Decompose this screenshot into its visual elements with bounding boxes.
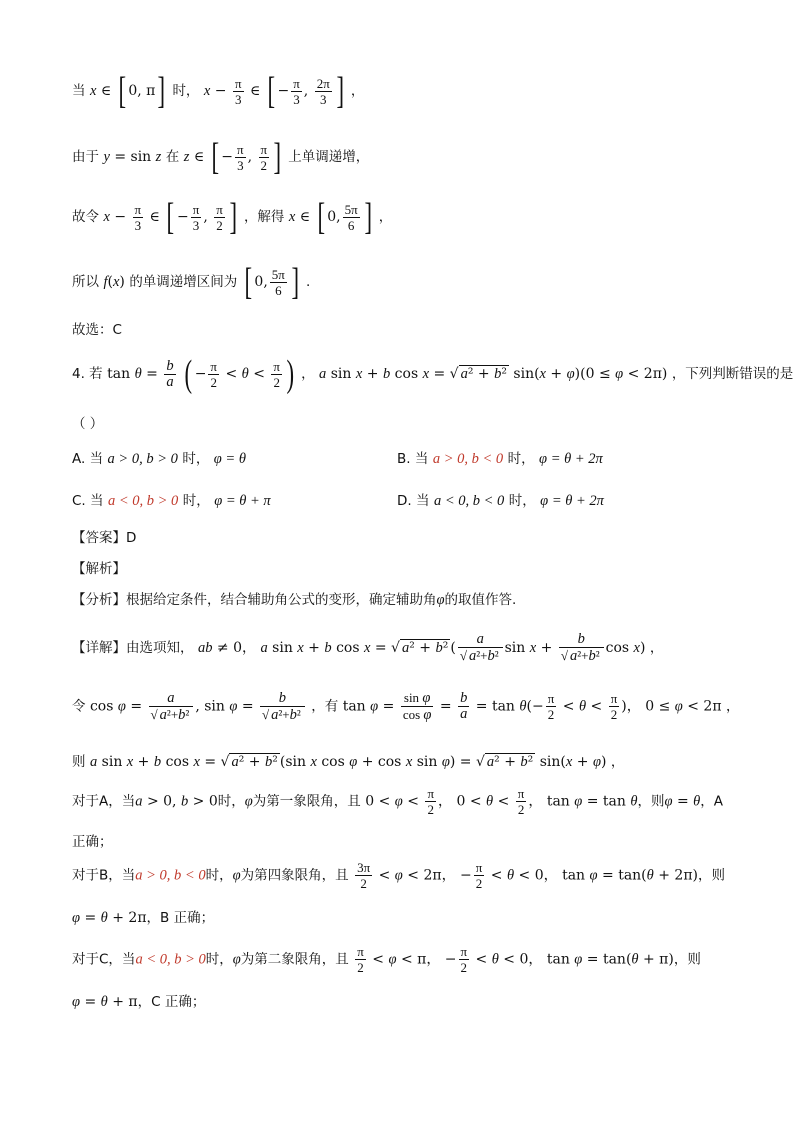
line-4: 所以 f(x) 的单调递增区间为 [ 0, $\frac{5\pi}{6}$ ] . bbox=[72, 261, 311, 303]
line-1: 当 x ∈ [ 0, π] 时， x − $\frac{\pi}{3}$ ∈ [ − $\frac{\pi}{3}$ , $\frac{2\pi}{3}$ ] ， bbox=[72, 70, 365, 112]
answer-choice: 故选：C bbox=[72, 322, 122, 338]
fenxi-line: 【分析】根据给定条件，结合辅助角公式的变形，确定辅助角φ的取值作答. bbox=[72, 592, 517, 608]
analysis-label: 【解析】 bbox=[72, 561, 126, 577]
question-4: 4. 若 tan θ = $\frac{b}{a}$ ( − $\frac{\pi}{2}$ < θ < $\frac{\pi}{2}$ ) ， a sin x + b cos x = √ a² + b² sin(x + φ)(0 ≤ φ < 2π) ，下列判断错误的是 bbox=[72, 353, 794, 395]
option-a: A. 当 a > 0, b > 0 时， φ = θ bbox=[72, 451, 246, 467]
detail-b-line2: φ = θ + 2π，B 正确； bbox=[72, 910, 215, 926]
ling-line: 令 cos φ = $\frac{a}{\text{√ a²+b²}}$ , sin φ = $\frac{b}{\text{√ a²+b²}}$ ，有 tan φ = $\frac{\text{sin φ}}{\text{cos φ}}$ = $\frac{b}{a}$ = tan θ(− $\frac{\pi}{2}$ < θ < $\frac{\pi}{2}$ )， 0 ≤ φ < 2π ， bbox=[72, 689, 740, 723]
detail-a: 对于A，当a > 0, b > 0时，φ为第一象限角，且 0 < φ < $\frac{\pi}{2}$ ， 0 < θ < $\frac{\pi}{2}$ ， tan φ = tan θ，则φ = θ，A bbox=[72, 786, 724, 817]
detail-c-line2: φ = θ + π，C 正确； bbox=[72, 994, 206, 1010]
question-4-paren: （ ） bbox=[72, 416, 104, 432]
line-2: 由于 y = sin z 在 z ∈ [ − $\frac{\pi}{3}$ , $\frac{\pi}{2}$ ] 上单调递增， bbox=[72, 136, 370, 178]
option-d: D. 当 a < 0, b < 0 时， φ = θ + 2π bbox=[397, 493, 604, 509]
line-3: 故令 x − $\frac{\pi}{3}$ ∈ [ − $\frac{\pi}{3}$ , $\frac{\pi}{2}$ ] ，解得 x ∈ [ 0, $\frac{5\pi}{6}$ ] ， bbox=[72, 196, 393, 238]
detail-c: 对于C，当a < 0, b > 0时，φ为第二象限角，且 $\frac{\pi}{2}$ < φ < π， − $\frac{\pi}{2}$ < θ < 0， tan φ = tan(θ + π)，则 bbox=[72, 944, 701, 975]
option-b: B. 当 a > 0, b < 0 时， φ = θ + 2π bbox=[397, 451, 603, 467]
ze-line: 则 a sin x + b cos x = √ a² + b² (sin x cos φ + cos x sin φ) = √ a² + b² sin(x + φ) ， bbox=[72, 754, 625, 770]
option-c: C. 当 a < 0, b > 0 时， φ = θ + π bbox=[72, 493, 271, 509]
detail-a-line2: 正确； bbox=[72, 834, 113, 850]
detail-b: 对于B，当a > 0, b < 0时，φ为第四象限角，且 $\frac{3\pi}{2}$ < φ < 2π， − $\frac{\pi}{2}$ < θ < 0， tan φ = tan(θ + 2π)，则 bbox=[72, 860, 725, 891]
answer-label: 【答案】D bbox=[72, 530, 137, 546]
xiangjie-line: 【详解】由选项知， ab ≠ 0， a sin x + b cos x = √ a² + b² ( $\frac{a}{\text{√ a²+b²}}$ sin x + $\frac{b}{\text{√ a²+b²}}$ cos x) ， bbox=[72, 631, 664, 664]
